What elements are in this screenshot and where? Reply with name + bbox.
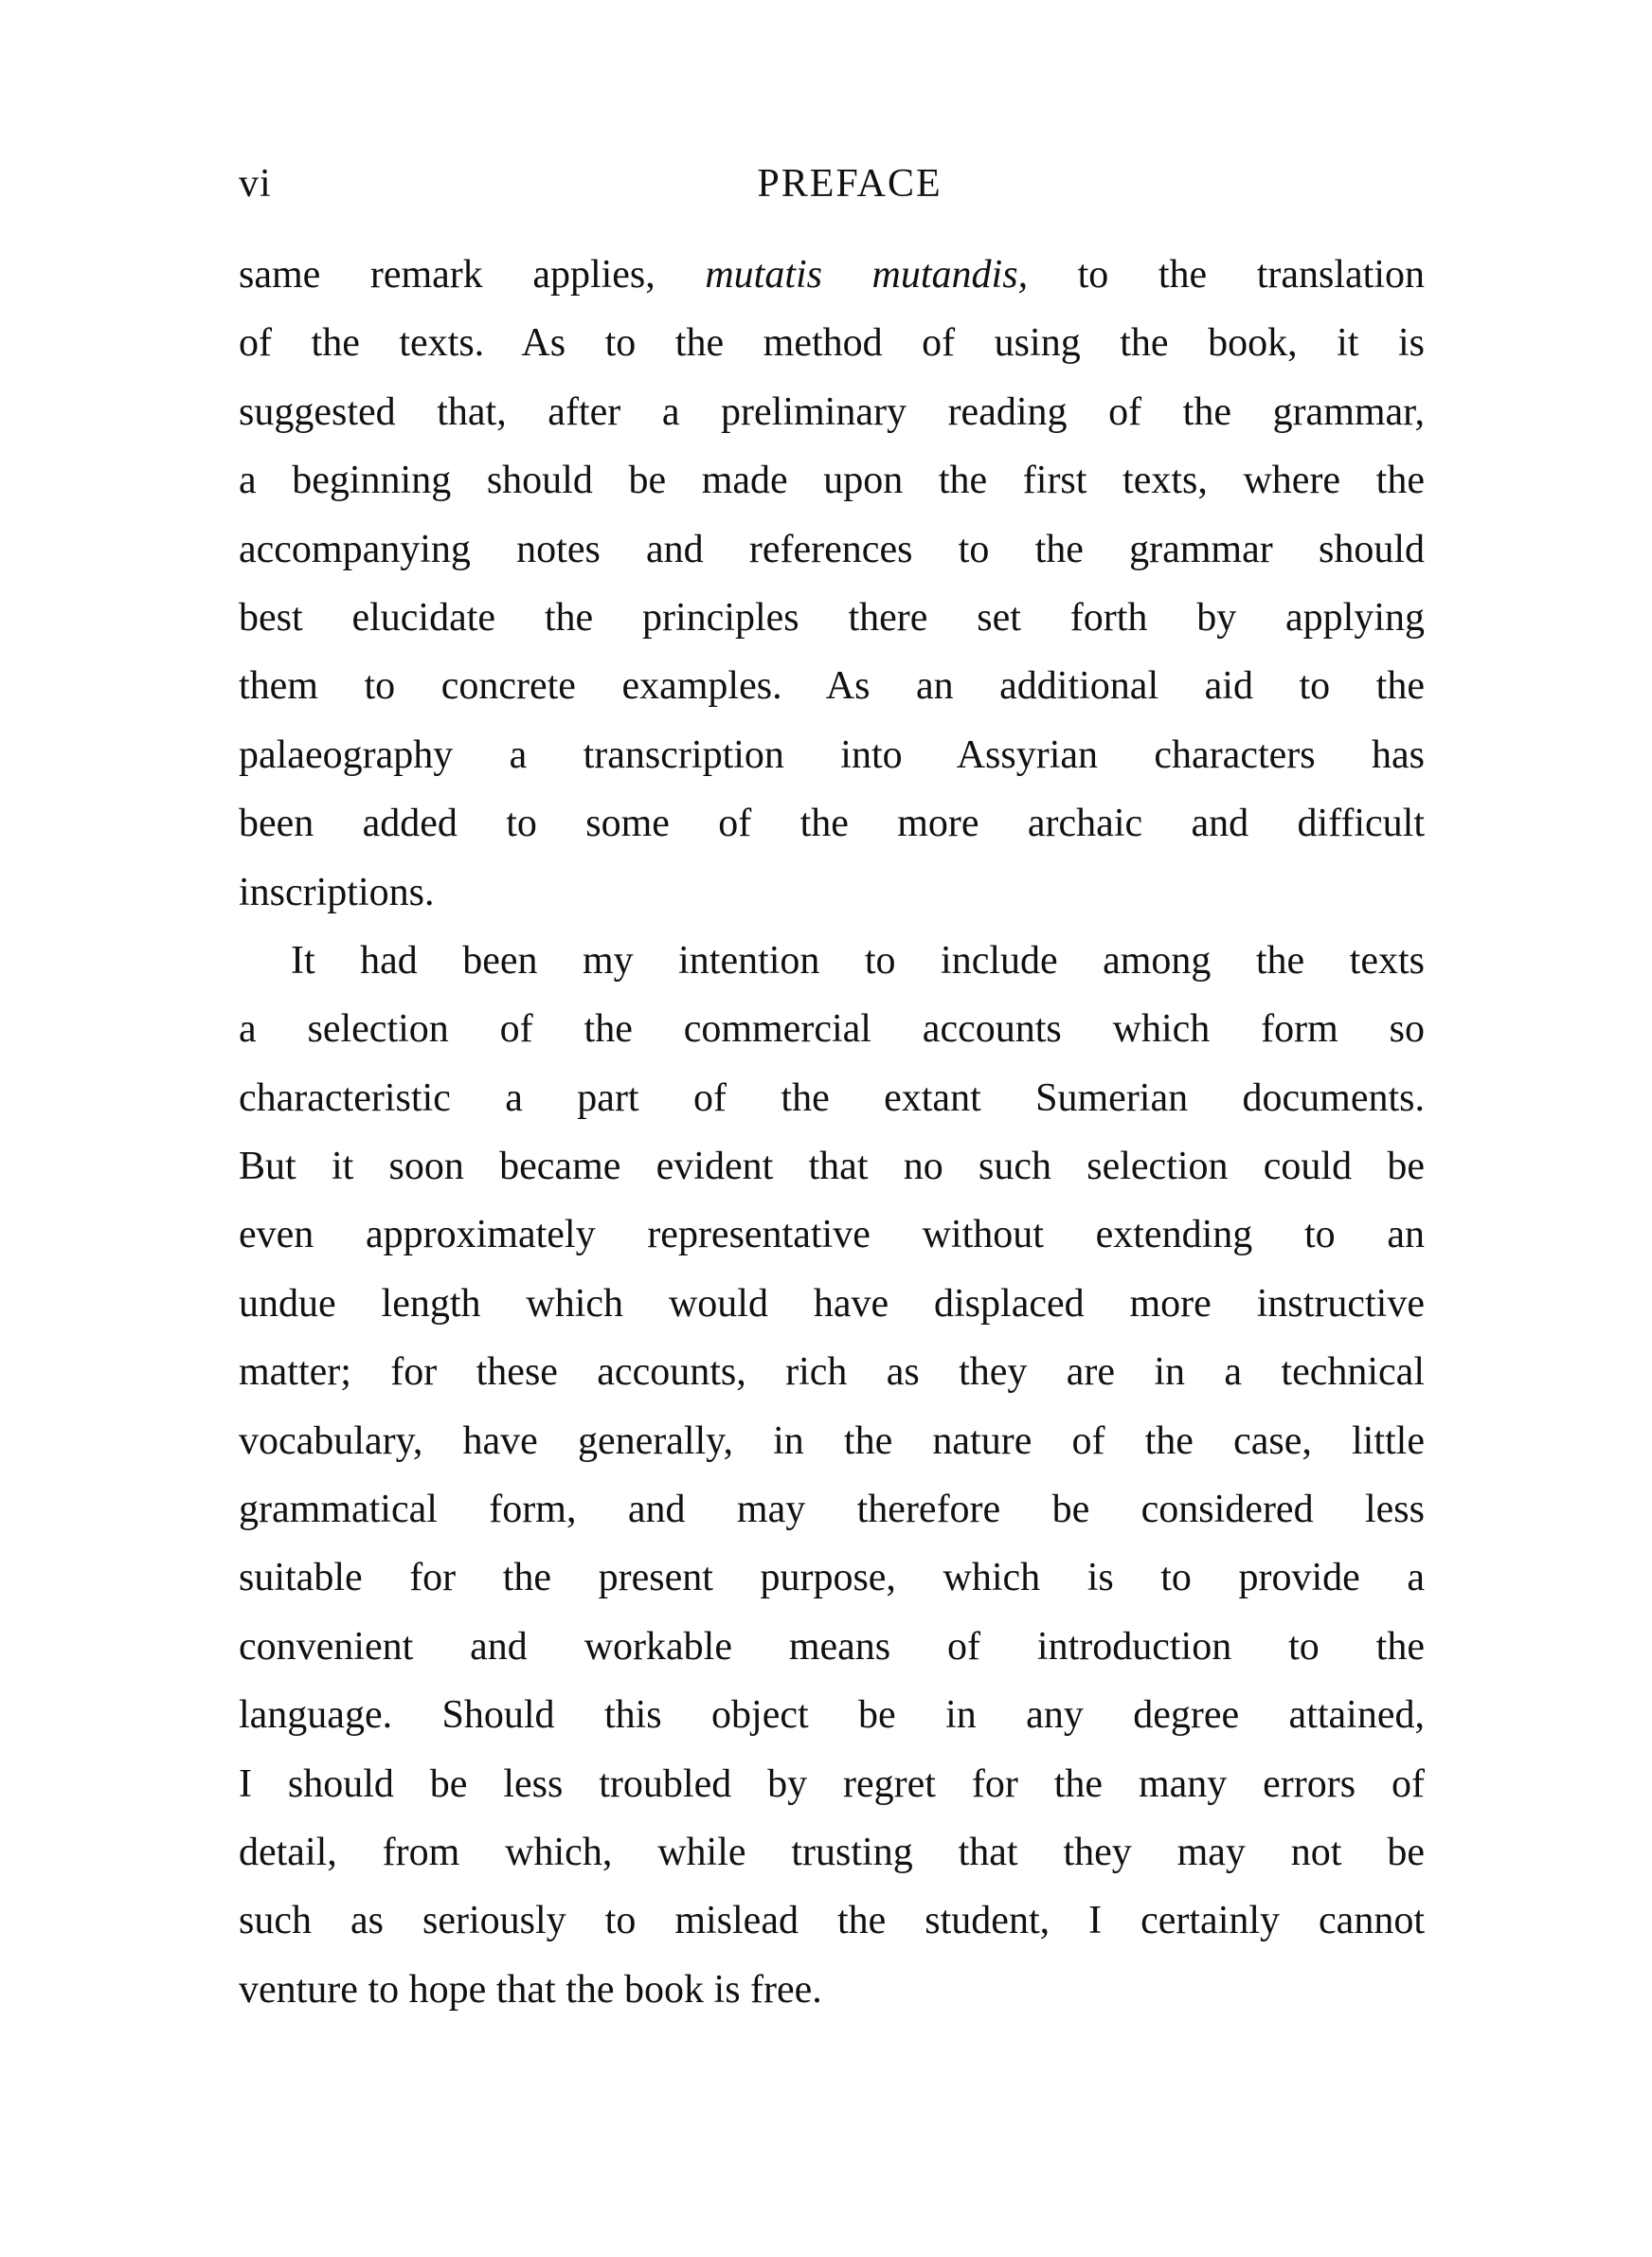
text-line: It had been my intention to include among the texts bbox=[291, 938, 1425, 983]
text-fragment: to the translation bbox=[1028, 253, 1425, 297]
text-line: characteristic a part of the extant Sumerian documents. bbox=[239, 1075, 1425, 1120]
running-title: PREFACE bbox=[757, 162, 943, 206]
text-line: detail, from which, while trusting that they may not be bbox=[239, 1830, 1425, 1874]
text-line: grammatical form, and may therefore be considered less bbox=[239, 1488, 1425, 1532]
text-line: even approximately representative without extending to an bbox=[239, 1213, 1425, 1257]
text-line: of the texts. As to the method of using the book, it is bbox=[239, 321, 1425, 366]
text-line: suitable for the present purpose, which is to provide a bbox=[239, 1556, 1425, 1600]
text-line: matter; for these accounts, rich as they are in a technical bbox=[239, 1350, 1425, 1395]
italic-phrase: mutatis mutandis, bbox=[705, 253, 1029, 297]
text-line: I should be less troubled by regret for the many errors of bbox=[239, 1761, 1425, 1806]
text-line: been added to some of the more archaic and difficult bbox=[239, 802, 1425, 846]
body-text bbox=[239, 241, 1425, 2024]
text-line: But it soon became evident that no such selection could be bbox=[239, 1145, 1425, 1189]
text-line: them to concrete examples. As an additional aid to the bbox=[239, 664, 1425, 709]
running-head bbox=[235, 155, 1427, 212]
text-line: a beginning should be made upon the first texts, where the bbox=[239, 459, 1425, 503]
text-line bbox=[239, 241, 1425, 309]
page-number: vi bbox=[239, 162, 272, 206]
text-line: palaeography a transcription into Assyrian characters has bbox=[239, 732, 1425, 777]
text-line: language. Should this object be in any degree attained, bbox=[239, 1693, 1425, 1738]
text-line: undue length which would have displaced more instructive bbox=[239, 1281, 1425, 1326]
text-line: inscriptions. bbox=[239, 870, 435, 914]
text-line: suggested that, after a preliminary reading of the grammar, bbox=[239, 389, 1425, 434]
text-line: best elucidate the principles there set forth by applying bbox=[239, 595, 1425, 640]
text-line: vocabulary, have generally, in the nature of the case, little bbox=[239, 1418, 1425, 1463]
text-fragment: same remark applies, bbox=[239, 253, 706, 297]
text-line: convenient and workable means of introduction to the bbox=[239, 1624, 1425, 1669]
text-line: such as seriously to mislead the student, I certainly cannot bbox=[239, 1899, 1425, 1943]
text-line: accompanying notes and references to the grammar should bbox=[239, 527, 1425, 571]
text-line: venture to hope that the book is free. bbox=[239, 1967, 822, 2012]
text-line: a selection of the commercial accounts which form so bbox=[239, 1007, 1425, 1052]
